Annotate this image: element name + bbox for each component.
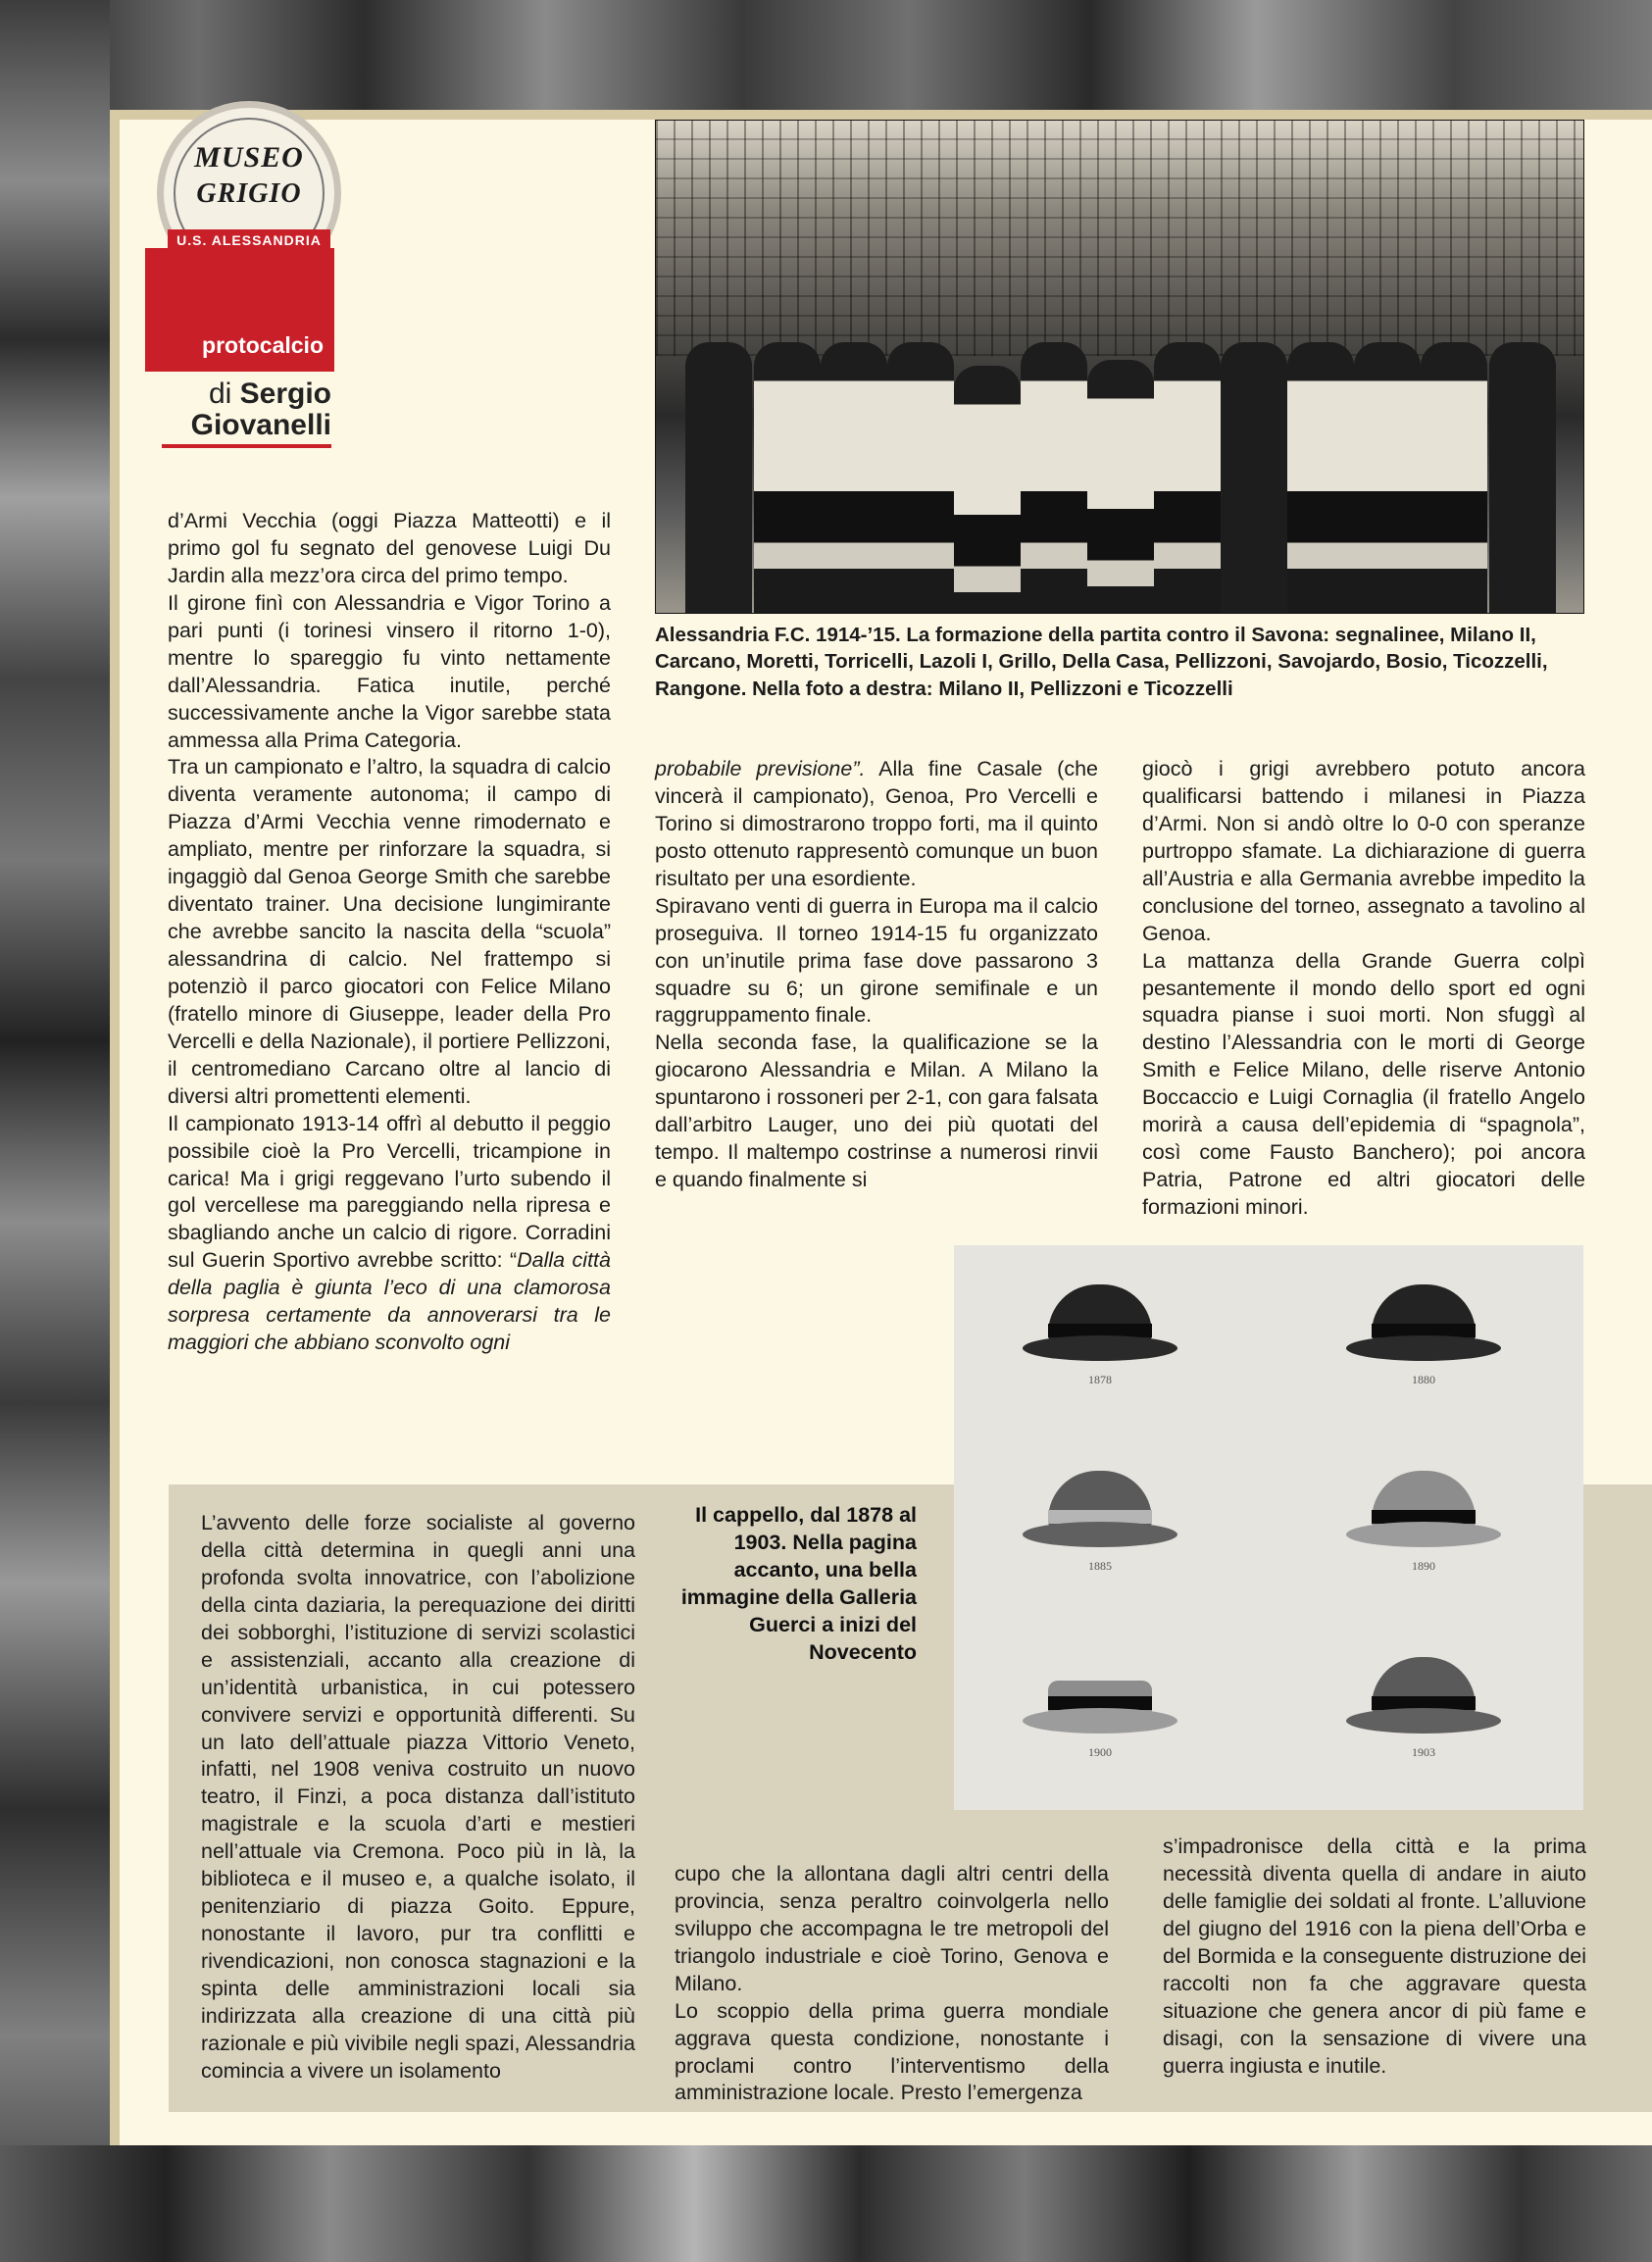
paragraph: s’impadronisce della città e la prima necessità diventa quella di andare in aiuto delle famiglie dei soldati al fronte. L’alluvione del giugno del 1916 con la piena dell’Orba e del Bormida e la conseguente distruzione dei raccolti non fa che aggravare questa situazione che genera ancor di più fame e disagi, con la sensazione di vivere una guerra ingiusta e inutile. <box>1163 1835 1586 2078</box>
player-figure <box>954 366 1021 614</box>
photo-collage-left <box>0 0 110 2262</box>
paragraph: Tra un campionato e l’altro, la squadra di calcio diventa veramente autonoma; il campo di Piazza d’Armi Vecchia venne rimodernato e ampliato, mentre per rinforzare la squadra, si ingaggiò dal Genoa George Smith che sarebbe diventato trainer. Una decisione lungimirante che avrebbe sancito la nascita della “scuola” alessandrina di calcio. Nel frattempo si potenziò il parco giocatori con Felice Milano (fratello minore di Giuseppe, leader della Pro Vercelli e della Nazionale), il portiere Pellizzoni, il centromediano Carcano oltre al lancio di diversi altri promettenti elementi. <box>168 755 611 1108</box>
byline-prefix: di <box>208 377 232 410</box>
hat-year: 1885 <box>1088 1559 1112 1573</box>
band-column-3 <box>1163 1834 1586 2080</box>
hat-figure <box>1346 1471 1501 1573</box>
logo-line2: GRIGIO <box>196 178 302 209</box>
hat-year: 1900 <box>1088 1745 1112 1759</box>
logo-line1: MUSEO <box>194 141 304 174</box>
byline <box>147 378 331 440</box>
player-figure <box>1221 342 1287 614</box>
hat-figure <box>1023 1471 1177 1573</box>
hat-figure <box>1346 1284 1501 1386</box>
hat-year: 1903 <box>1412 1745 1435 1759</box>
player-figure <box>685 342 752 614</box>
paragraph: Il girone finì con Alessandria e Vigor Torino a pari punti (i torinesi vinsero il ritorno 1-0), mentre lo spareggio fu vinto nettamente dall’Alessandria. Fatica inutile, perché successivamente anche la Vigor sarebbe stata ammessa alla Prima Categoria. <box>168 590 611 752</box>
paragraph: Nella seconda fase, la qualificazione se la giocarono Alessandria e Milan. A Milano la spuntarono i rossoneri per 2-1, con gara falsata dall’arbitro Lauger, uno dei più quotati del tempo. Il maltempo costrinse a numerosi rinvii e quando finalmente si <box>655 1030 1098 1192</box>
article-column-3 <box>1142 756 1585 1222</box>
player-figure <box>1489 342 1556 614</box>
paragraph: Spiravano venti di guerra in Europa ma il calcio proseguiva. Il torneo 1914-15 fu organizzato con un’inutile prima fase dove passarono 3 squadre su 6; un girone semifinale e un raggruppamento finale. <box>655 893 1098 1028</box>
section-tab <box>145 248 334 372</box>
photo-collage-bottom <box>0 2145 1652 2262</box>
player-figure <box>1287 342 1354 614</box>
quote-text: Dalla città della paglia è giunta l’eco di una clamorosa sorpresa certamente da annoverarsi tra le maggiori che abbiano sconvolto ogni <box>168 1248 611 1355</box>
hat-year: 1878 <box>1088 1373 1112 1386</box>
article-column-1 <box>168 508 611 1357</box>
paragraph-text: Alla fine Casale (che vincerà il campionato), Genoa, Pro Vercelli e Torino si dimostrarono troppo forti, ma il quinto posto ottenuto rappresentò comunque un buon risultato per una esordiente. <box>655 757 1098 890</box>
player-figure <box>887 342 954 614</box>
player-figure <box>1087 360 1154 614</box>
player-figure <box>1354 342 1421 614</box>
player-figure <box>1154 342 1221 614</box>
hat-year: 1890 <box>1412 1559 1435 1573</box>
hat-year: 1880 <box>1412 1373 1435 1386</box>
hats-photo-caption: Il cappello, dal 1878 al 1903. Nella pagina accanto, una bella immagine della Galleria Guerci a inizi del Novecento <box>680 1503 917 1664</box>
byline-last-name: Giovanelli <box>190 408 331 441</box>
paragraph: giocò i grigi avrebbero potuto ancora qualificarsi battendo i milanesi in Piazza d’Armi. Non si andò oltre lo 0-0 con speranze purtroppo sfamate. La dichiarazione di guerra all’Austria e alla Germania avrebbe impedito la conclusione del torneo, assegnato a tavolino al Genoa. <box>1142 757 1585 945</box>
player-figure <box>1421 342 1487 614</box>
hat-figure <box>1023 1657 1177 1759</box>
paragraph <box>168 1111 611 1357</box>
team-photo <box>655 120 1584 614</box>
band-column-1 <box>201 1510 635 2086</box>
paragraph: L’avvento delle forze socialiste al governo della città determina in quegli anni una profonda svolta innovatrice, con l’abolizione della cinta daziaria, la perequazione dei diritti dei sobborghi, l’istituzione di servizi scolastici e assistenziali, accanto alla creazione di un’identità urbanistica, in cui potessero convivere servizi e opportunità differenti. Su un lato dell’attuale piazza Vittorio Veneto, infatti, nel 1908 veniva costruito un nuovo teatro, il Finzi, a poca distanza dall’istituto magistrale e la scuola d’arti e mestieri nell’attuale via Cremona. Poco più in là, la biblioteca e il museo e, a qualche isolato, il penitenziario di piazza Goito. Eppure, nonostante il lavoro, pur tra conflitti e rivendicazioni, non conosca stagnazioni e la spinta delle amministrazioni locali sia indirizzata alla creazione di una città più razionale e più vivibile negli spazi, Alessandria comincia a vivere un isolamento <box>201 1511 635 2083</box>
band-column-2 <box>675 1834 1109 2135</box>
paragraph <box>655 756 1098 893</box>
player-figure <box>754 342 821 614</box>
goal-net <box>656 121 1583 356</box>
section-label: protocalcio <box>202 332 324 358</box>
hat-figure <box>1346 1657 1501 1759</box>
team-photo-caption: Alessandria F.C. 1914-’15. La formazione della partita contro il Savona: segnalinee, Milano II, Carcano, Moretti, Torricelli, Lazoli I, Grillo, Della Casa, Pellizzoni, Savojardo, Bosio, Ticozzelli, Rangone. Nella foto a destra: Milano II, Pellizzoni e Ticozzelli <box>655 624 1548 700</box>
article-column-2 <box>655 756 1098 1194</box>
hat-figure <box>1023 1284 1177 1386</box>
player-figure <box>1021 342 1087 614</box>
photo-collage-top <box>0 0 1652 110</box>
byline-rule <box>162 444 331 448</box>
paragraph-text: Il campionato 1913-14 offrì al debutto il peggio possibile cioè la Pro Vercelli, tricampione in carica! Ma i grigi reggevano l’urto subendo il gol vercellese ma pareggiando nella ripresa e sbagliando anche un calcio di rigore. Corradini sul Guerin Sportivo avrebbe scritto: “ <box>168 1111 611 1273</box>
player-figure <box>821 342 887 614</box>
paragraph: La mattanza della Grande Guerra colpì pesantemente il mondo dello sport ed ogni squadra pianse i suoi morti. Non sfuggì al destino l’Alessandria con le morti di George Smith e Felice Milano, delle riserve Antonio Boccaccio e Luigi Cornaglia (il fratello Angelo morirà a causa dell’epidemia di “spagnola”, così come Fausto Banchero); poi ancora Patria, Patrone ed altri giocatori delle formazioni minori. <box>1142 948 1585 1219</box>
paragraph: cupo che la allontana dagli altri centri della provincia, senza peraltro coinvolgerla nello sviluppo che accompagna le tre metropoli del triangolo industriale e cioè Torino, Genova e Milano. Lo scoppio della prima guerra mondiale aggrava questa condizione, nonostante i proclami contro l’interventismo della amministrazione locale. Presto l’emergenza <box>675 1861 1109 2105</box>
logo-ribbon: U.S. ALESSANDRIA <box>168 229 330 251</box>
byline-first-name: Sergio <box>239 377 331 410</box>
quote-text: probabile previsione”. <box>655 757 866 780</box>
hats-photo <box>954 1245 1583 1810</box>
paragraph: d’Armi Vecchia (oggi Piazza Matteotti) e il primo gol fu segnato del genovese Luigi Du Jardin alla mezz’ora circa del primo tempo. <box>168 509 611 587</box>
